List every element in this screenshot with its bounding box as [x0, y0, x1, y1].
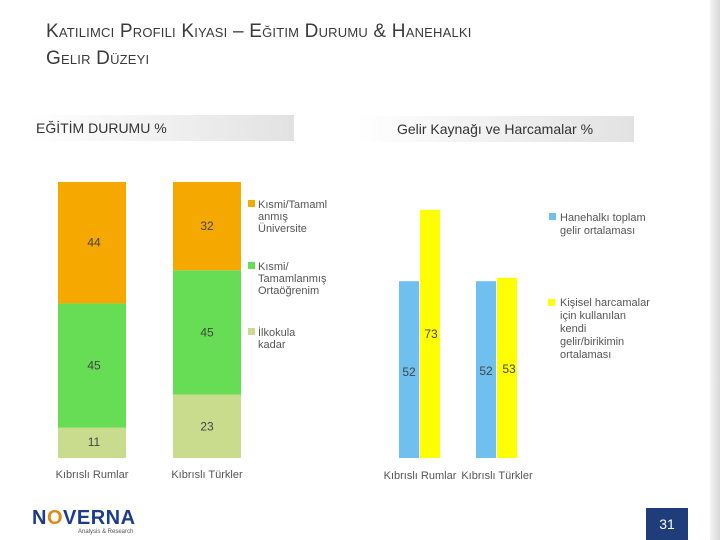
education-legend-label: Kısmi/ Tamamlanmış Ortaöğrenim [258, 261, 327, 297]
education-data-label: 45 [87, 358, 101, 373]
education-data-label: 32 [200, 219, 214, 234]
noverna-logo: NOVERNA Analysis & Research [32, 507, 136, 535]
education-data-label: 44 [87, 235, 101, 250]
income-data-label: 52 [479, 364, 493, 378]
education-chart-title: EĞİTİM DURUMU % [30, 115, 294, 141]
income-data-label: 73 [424, 327, 438, 341]
income-category-label: Kıbrıslı Rumlar [383, 470, 457, 482]
education-legend-label: Kısmi/Tamaml anmış Üniversite [258, 199, 328, 235]
income-legend-swatch [548, 299, 555, 306]
income-legend-label: Hanehalkı toplam gelir ortalaması [560, 212, 646, 237]
education-legend-swatch [248, 200, 255, 207]
education-legend-label: İlkokula kadar [258, 327, 296, 351]
education-data-label: 45 [200, 325, 214, 340]
income-data-label: 52 [402, 365, 416, 379]
income-category-label: Kıbrıslı Türkler [461, 470, 533, 482]
education-legend-swatch [248, 328, 255, 335]
income-data-label: 53 [502, 362, 516, 376]
slide-title-line-2: Gelir Düzeyi [46, 48, 150, 69]
slide-title-line-1: Katılımcı Profili Kıyası – Eğitim Durumu & Hanehalkı [46, 21, 472, 42]
education-category-label: Kıbrıslı Rumlar [55, 469, 129, 481]
education-legend-swatch [248, 262, 255, 269]
page-number: 31 [646, 508, 688, 540]
income-chart-title: Gelir Kaynağı ve Harcamalar % [356, 116, 634, 142]
education-data-label: 11 [87, 435, 101, 449]
education-category-label: Kıbrıslı Türkler [171, 469, 243, 481]
income-legend-label: Kişisel harcamalar için kullanılan kendi gelir/birikimin ortalaması [560, 297, 650, 361]
income-legend-swatch [549, 213, 556, 220]
education-data-label: 23 [200, 419, 214, 434]
